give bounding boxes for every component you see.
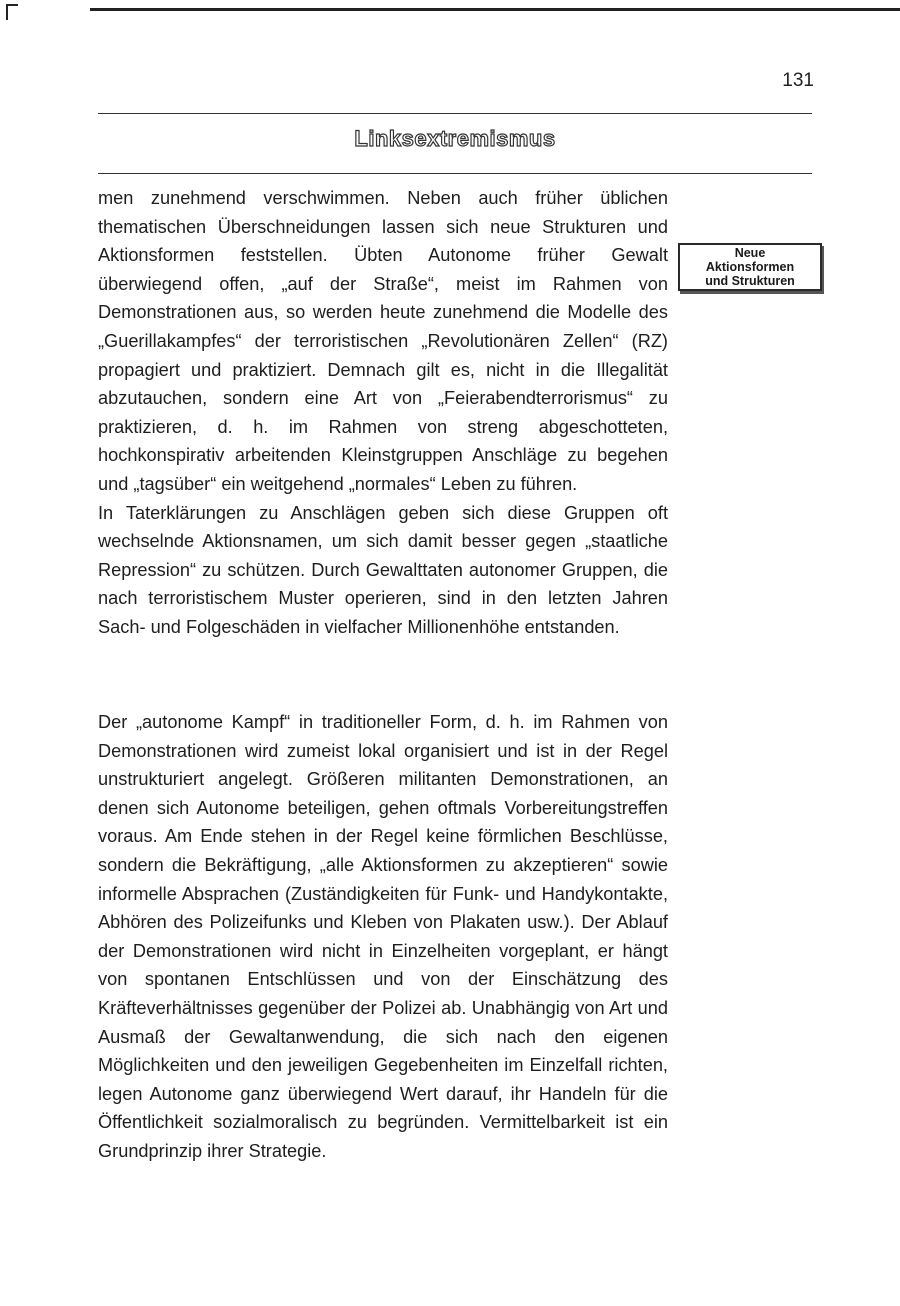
paragraph-3: Der „autonome Kampf“ in traditioneller Form, d. h. im Rahmen von Demonstrationen wird zumeist lokal organisiert und ist in der Regel unstrukturiert angelegt. Größeren militanten Demonstrationen, an denen sich Autonome beteiligen, gehen oftmals Vorbereitungstreffen voraus. Am Ende stehen in der Regel keine förmlichen Beschlüsse, sondern die Bekräftigung, „alle Aktionsformen zu akzeptieren“ sowie informelle Absprachen (Zuständigkeiten für Funk- und Handykontakte, Abhören des Polizeifunks und Kleben von Plakaten usw.). Der Ablauf der Demonstrationen wird nicht in Einzelheiten vorgeplant, er hängt von spontanen Entschlüssen und von der Einschätzung des Kräfteverhältnisses gegenüber der Polizei ab. Unabhängig von Art und Ausmaß der Gewaltanwendung, die sich nach den eigenen Möglichkeiten und den jeweiligen Gegebenheiten im Einzelfall richten, legen Autonome ganz überwiegend Wert darauf, ihr Handeln für die Öffentlichkeit sozialmoralisch zu begründen. Vermittelbarkeit ist ein Grundprinzip ihrer Strategie. (98, 712, 668, 1161)
page-number: 131 (782, 70, 814, 91)
margin-note-box (678, 243, 822, 291)
scan-top-edge (90, 8, 900, 11)
header-rule-top (98, 113, 812, 114)
margin-note-label: Neue Aktionsformen und Strukturen (705, 246, 795, 288)
scan-edge-mark (6, 4, 8, 20)
running-title: Linksextremismus (354, 126, 556, 151)
text-block-lower (98, 708, 668, 1166)
text-block-upper (98, 184, 668, 642)
header-rule-bottom (98, 173, 812, 174)
paragraph-1: men zunehmend verschwimmen. Neben auch früher üblichen thematischen Überschneidungen lassen sich neue Strukturen und Aktionsformen feststellen. Übten Autonome früher Gewalt überwiegend offen, „auf der Straße“, meist im Rahmen von Demonstrationen aus, so werden heute zunehmend die Modelle des „Guerillakampfes“ der terroristischen „Revolutionären Zellen“ (RZ) propagiert und praktiziert. Demnach gilt es, nicht in die Illegalität abzutauchen, sondern eine Art von „Feierabendterrorismus“ zu praktizieren, d. h. im Rahmen von streng abgeschotteten, hochkonspirativ arbeitenden Kleinstgruppen Anschläge zu begehen und „tagsüber“ ein weitgehend „normales“ Leben zu führen. (98, 188, 668, 494)
paragraph-2: In Taterklärungen zu Anschlägen geben sich diese Gruppen oft wechselnde Aktionsnamen, um sich damit besser gegen „staatliche Repression“ zu schützen. Durch Gewalttaten autonomer Gruppen, die nach terroristischem Muster operieren, sind in den letzten Jahren Sach- und Folgeschäden in vielfacher Millionenhöhe entstanden. (98, 502, 668, 637)
scan-edge-mark-horizontal (6, 4, 18, 6)
